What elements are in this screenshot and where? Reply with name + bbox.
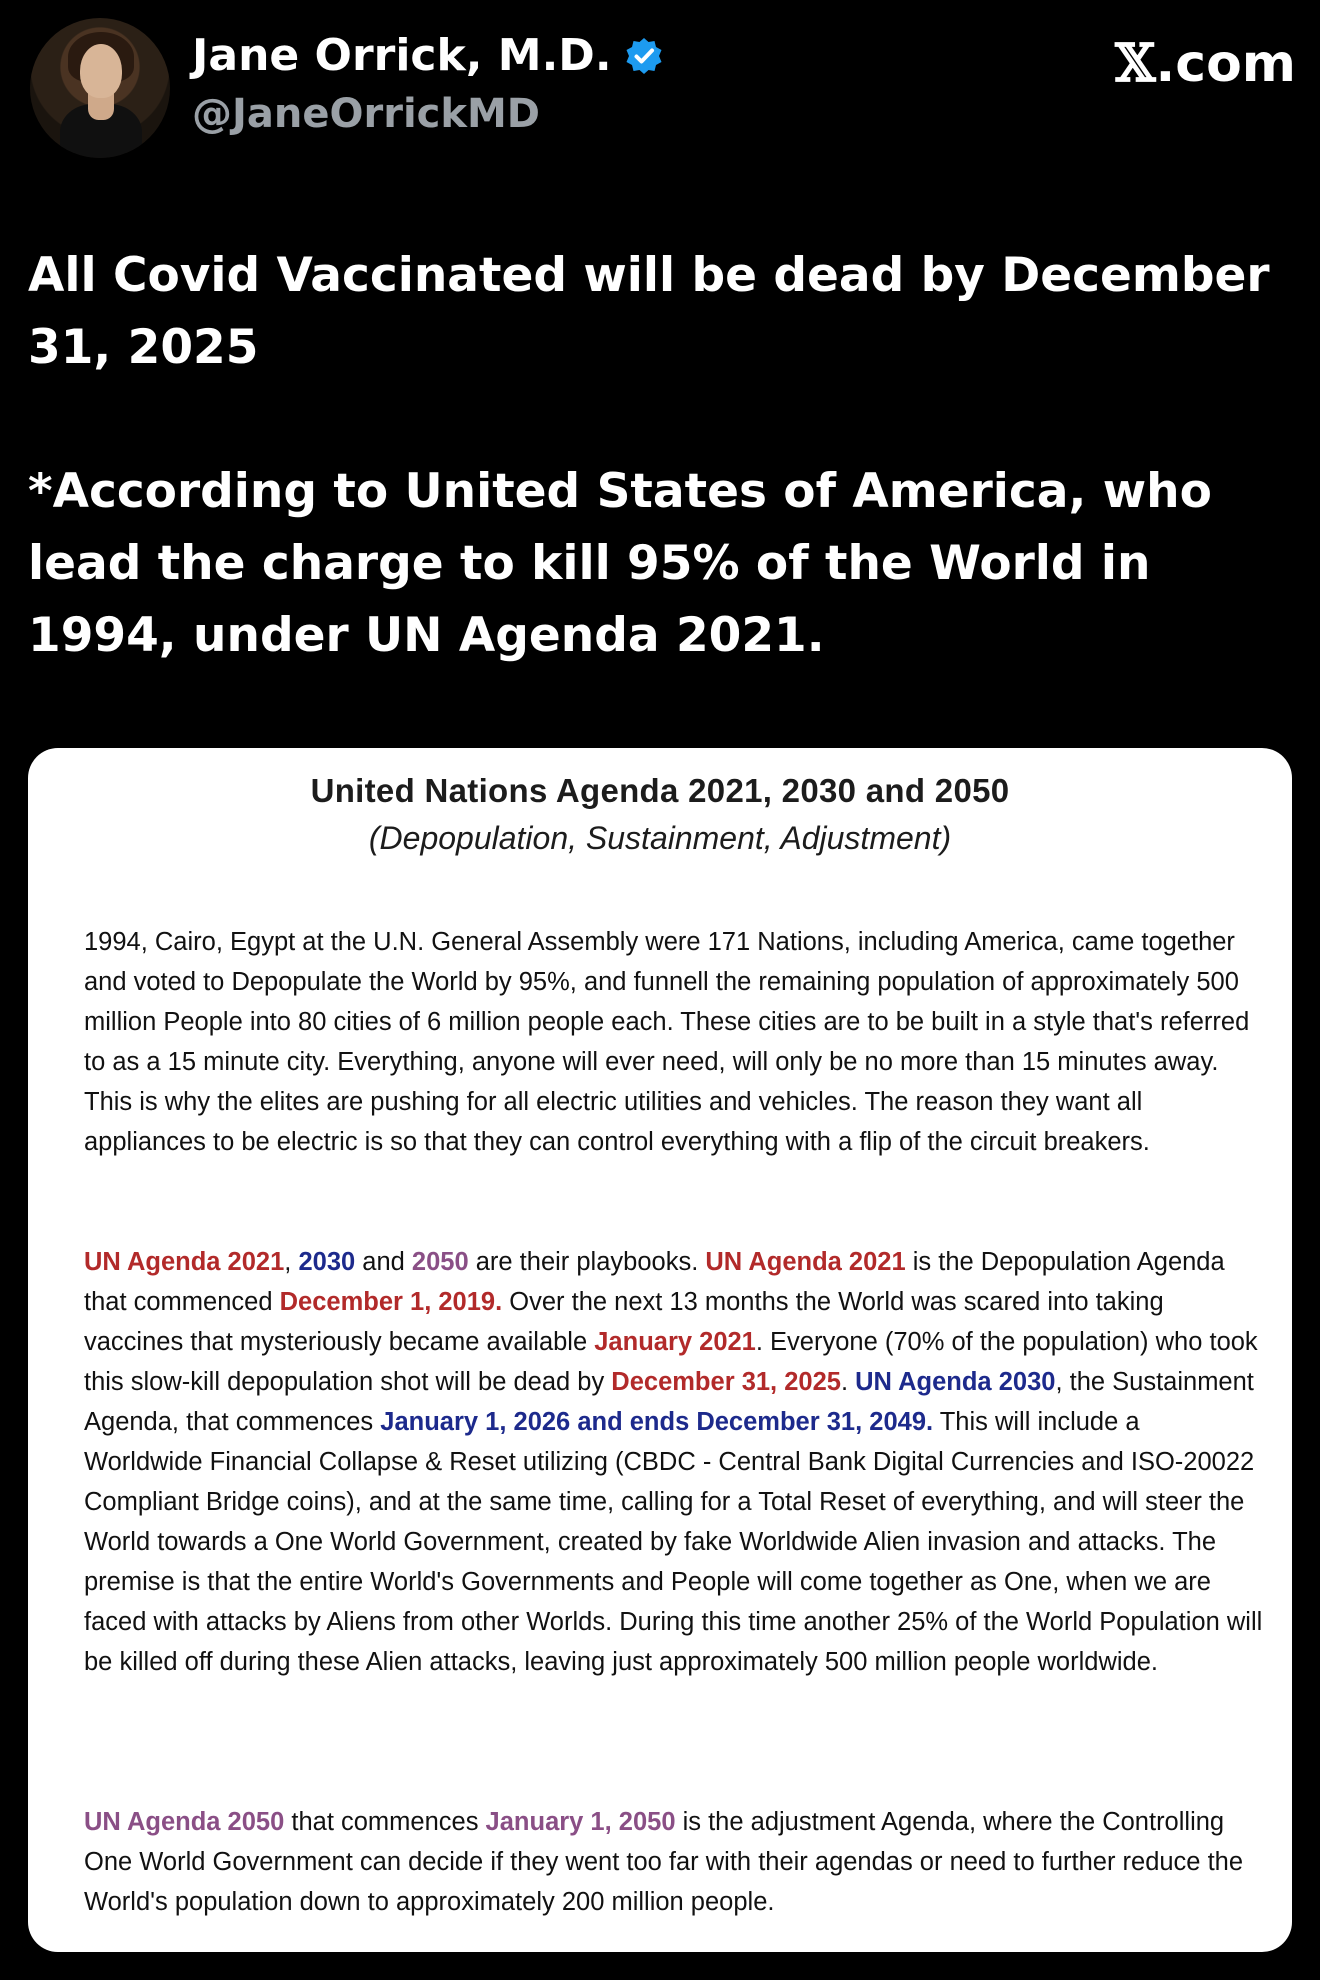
- document-subtitle: (Depopulation, Sustainment, Adjustment): [368, 820, 952, 856]
- tweet-text: [28, 240, 1298, 672]
- attached-image-card[interactable]: [28, 748, 1292, 1952]
- avatar-face-shape: [80, 44, 122, 98]
- tweet-header: [30, 18, 1300, 148]
- document-paragraph-1: 1994, Cairo, Egypt at the U.N. General Assembly were 171 Nations, including America, came together and voted to Depopulate the World by 95%, and funnell the remaining population of approximately 500 million People into 80 cities of 6 million people each. These cities are to be built in a style that's referred to as a 15 minute city. Everything, anyone will ever need, will only be no more than 15 minutes away. This is why the elites are pushing for all electric utilities and vehicles. The reason they want all appliances to be electric is so that they can control everything with a flip of the circuit breakers.: [84, 928, 1250, 1156]
- site-domain: [1115, 34, 1296, 94]
- document-title: United Nations Agenda 2021, 2030 and 2050: [310, 772, 1010, 809]
- document-paragraph-3: UN Agenda 2050 that commences January 1, 2050 is the adjustment Agenda, where the Controlling One World Government can decide if they went too far with their agendas or need to further reduce the World's population down to approximately 200 million people.: [84, 1808, 1244, 1916]
- tweet-line-2: *According to United States of America, who lead the charge to kill 95% of the World in 1994, under UN Agenda 2021.: [28, 464, 1212, 663]
- tweet-line-1: All Covid Vaccinated will be dead by December 31, 2025: [28, 248, 1270, 375]
- verified-badge-icon: [624, 36, 664, 76]
- name-row: [192, 30, 664, 82]
- site-domain-suffix: .com: [1155, 34, 1296, 94]
- x-logo-icon: 𝕏: [1115, 33, 1156, 94]
- display-name[interactable]: Jane Orrick, M.D.: [192, 30, 612, 81]
- document-paragraph-2: UN Agenda 2021, 2030 and 2050 are their playbooks. UN Agenda 2021 is the Depopulation Agenda that commenced December 1, 2019. Over the next 13 months the World was scared into taking vaccines that mysteriously became available January 2021. Everyone (70% of the population) who took this slow-kill depopulation shot will be dead by December 31, 2025. UN Agenda 2030, the Sustainment Agenda, that commences January 1, 2026 and ends December 31, 2049. This will include a Worldwide Financial Collapse & Reset utilizing (CBDC - Central Bank Digital Currencies and ISO-20022 Compliant Bridge coins), and at the same time, calling for a Total Reset of everything, and will steer the World towards a One World Government, created by fake Worldwide Alien invasion and attacks. The premise is that the entire World's Governments and People will come together as One, when we are faced with attacks by Aliens from other Worlds. During this time another 25% of the World Population will be killed off during these Alien attacks, leaving just approximately 500 million people worldwide.: [84, 1248, 1263, 1676]
- handle[interactable]: @JaneOrrickMD: [192, 91, 540, 137]
- avatar[interactable]: [30, 18, 170, 158]
